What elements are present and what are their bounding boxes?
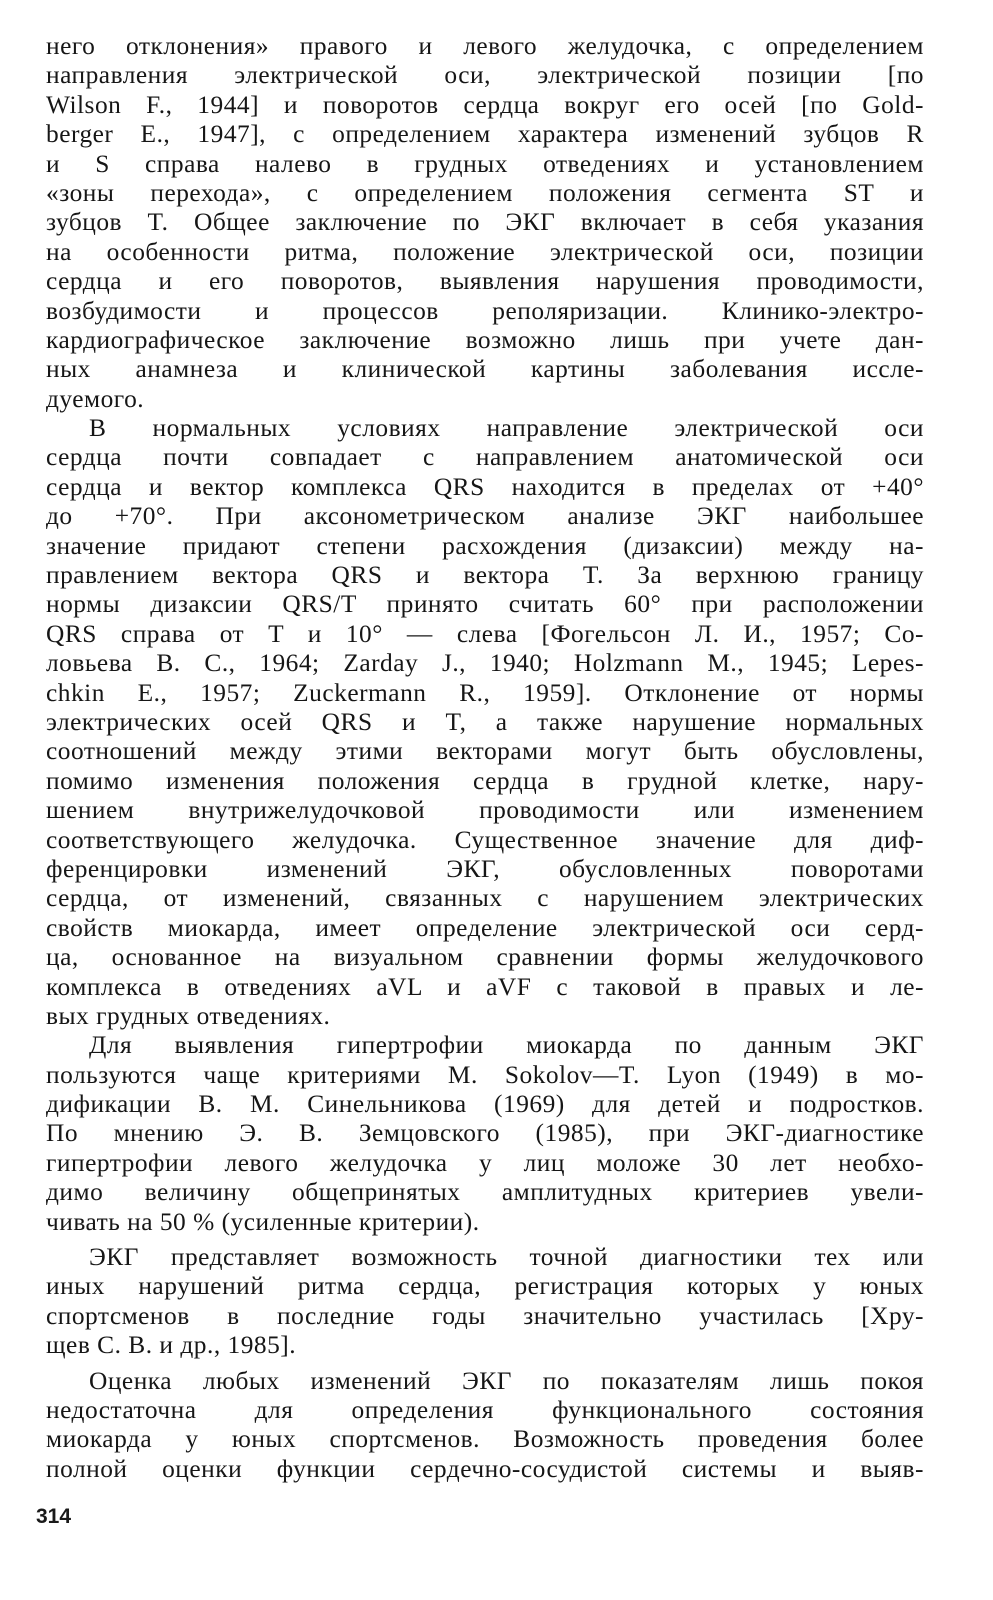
text-line: спортсменов в последние годы значительно участилась [Хру-: [46, 1301, 924, 1330]
text-line: ных анамнеза и клинической картины заболевания иссле-: [46, 355, 924, 384]
text-line: ца, основанное на визуальном сравнении формы желудочкового: [46, 943, 924, 972]
text-line: сердца и вектор комплекса QRS находится в пределах от +40°: [46, 472, 924, 501]
paragraph-rest-assessment: [46, 1367, 924, 1485]
text-line: и S справа налево в грудных отведениях и установлением: [46, 149, 924, 178]
text-line: возбудимости и процессов реполяризации. Клинико-электро-: [46, 296, 924, 325]
text-line: соответствующего желудочка. Существенное значение для диф-: [46, 825, 924, 854]
text-line: шением внутрижелудочковой проводимости или изменением: [46, 796, 924, 825]
text-line: правлением вектора QRS и вектора T. За верхнюю границу: [46, 561, 924, 590]
text-line: Wilson F., 1944] и поворотов сердца вокруг его осей [по Gold-: [46, 90, 924, 119]
text-line: пользуются чаще критериями M. Sokolov—T. Lyon (1949) в мо-: [46, 1060, 924, 1089]
text-line: вых грудных отведениях.: [46, 1001, 331, 1030]
text-line: соотношений между этими векторами могут быть обусловлены,: [46, 737, 924, 766]
text-line: щев С. В. и др., 1985].: [46, 1331, 297, 1360]
text-line: недостаточна для определения функционального состояния: [46, 1395, 924, 1424]
text-line: дификации В. М. Синельникова (1969) для детей и подростков.: [46, 1090, 924, 1119]
text-line: комплекса в отведениях aVL и aVF с таковой в правых и ле-: [46, 972, 924, 1001]
text-line: chkin E., 1957; Zuckermann R., 1959]. Отклонение от нормы: [46, 678, 924, 707]
text-line: нормы дизаксии QRS/T принято считать 60° при расположении: [46, 590, 924, 619]
page-body: [46, 32, 924, 1484]
text-line: ференцировки изменений ЭКГ, обусловленных поворотами: [46, 854, 924, 883]
text-line: кардиографическое заключение возможно лишь при учете дан-: [46, 325, 924, 354]
text-line: Оценка любых изменений ЭКГ по показателям лишь покоя: [89, 1366, 924, 1395]
text-line: berger E., 1947], с определением характера изменений зубцов R: [46, 120, 924, 149]
page-number: 314: [36, 1505, 72, 1528]
text-line: «зоны перехода», с определением положения сегмента ST и: [46, 178, 924, 207]
text-line: димо величину общепринятых амплитудных критериев увели-: [46, 1178, 924, 1207]
paragraph-rhythm: [46, 1243, 924, 1361]
text-line: сердца почти совпадает с направлением анатомической оси: [46, 443, 924, 472]
text-line: помимо изменения положения сердца в грудной клетке, нару-: [46, 766, 924, 795]
text-line: полной оценки функции сердечно-сосудистой системы и выяв-: [46, 1454, 924, 1483]
text-line: QRS справа от T и 10° — слева [Фогельсон Л. И., 1957; Со-: [46, 619, 924, 648]
text-line: значение придают степени расхождения (дизаксии) между на-: [46, 531, 924, 560]
text-line: иных нарушений ритма сердца, регистрация которых у юных: [46, 1272, 924, 1301]
text-line: электрических осей QRS и T, а также нарушение нормальных: [46, 707, 924, 736]
text-line: на особенности ритма, положение электрической оси, позиции: [46, 237, 924, 266]
paragraph-hypertrophy: [46, 1031, 924, 1237]
paragraph-ecg-conclusion: [46, 32, 924, 414]
text-line: него отклонения» правого и левого желудочка, с определением: [46, 32, 924, 60]
text-line: ЭКГ представляет возможность точной диагностики тех или: [89, 1243, 924, 1272]
text-line: свойств миокарда, имеет определение электрической оси серд-: [46, 913, 924, 942]
text-line: Для выявления гипертрофии миокарда по данным ЭКГ: [89, 1031, 924, 1060]
text-line: дуемого.: [46, 384, 145, 413]
text-line: ловьева В. С., 1964; Zarday J., 1940; Holzmann M., 1945; Lepes-: [46, 649, 924, 678]
text-line: гипертрофии левого желудочка у лиц моложе 30 лет необхо-: [46, 1148, 924, 1177]
text-line: сердца, от изменений, связанных с нарушением электрических: [46, 884, 924, 913]
text-line: По мнению Э. В. Земцовского (1985), при ЭКГ-диагностике: [46, 1119, 924, 1148]
text-line: В нормальных условиях направление электрической оси: [89, 414, 924, 443]
text-line: чивать на 50 % (усиленные критерии).: [46, 1207, 480, 1236]
text-line: направления электрической оси, электрической позиции [по: [46, 61, 924, 90]
text-line: миокарда у юных спортсменов. Возможность проведения более: [46, 1425, 924, 1454]
text-line: зубцов T. Общее заключение по ЭКГ включает в себя указания: [46, 208, 924, 237]
text-line: до +70°. При аксонометрическом анализе ЭКГ наибольшее: [46, 502, 924, 531]
paragraph-electrical-axis: [46, 414, 924, 1031]
text-line: сердца и его поворотов, выявления нарушения проводимости,: [46, 267, 924, 296]
